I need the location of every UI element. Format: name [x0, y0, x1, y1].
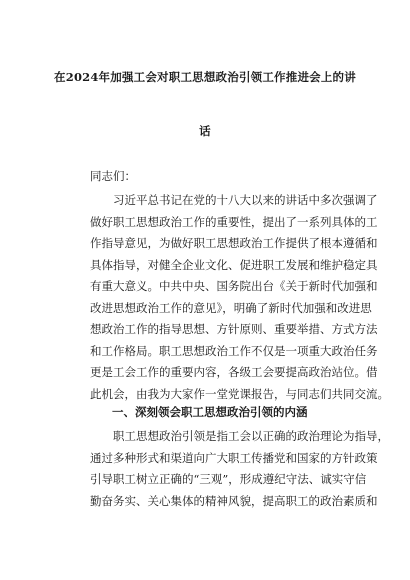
paragraph-1-line: 想政治工作的指导思想、方针原则、重要举措、方式方法 [90, 322, 378, 336]
paragraph-1 [90, 190, 389, 405]
paragraph-1-line: 此机会，由我为大家作一堂党课报告，与同志们共同交流。 [90, 386, 389, 401]
section-heading-1: 一、深刻领会职工思想政治引领的内涵 [112, 405, 308, 419]
paragraph-2-line: 引导职工树立正确的“三观”，形成遵纪守法、诚实守信 [90, 472, 367, 486]
paragraph-1-line: 具体指导，对健全企业文化、促进职工发展和维护稳定具 [90, 257, 378, 272]
paragraph-1-line: 做好职工思想政治工作的重要性，提出了一系列具体的工 [90, 214, 378, 229]
document-title-line-2: 话 [199, 124, 211, 138]
salutation: 同志们： [90, 169, 136, 183]
paragraph-1-line: 和工作格局。职工思想政治工作不仅是一项重大政治任务 [90, 343, 378, 358]
paragraph-1-line: 有重大意义。中共中央、国务院出台《关于新时代加强和 [90, 279, 378, 293]
paragraph-2-line: 通过多种形式和渠道向广大职工传播党和国家的方针政策 [90, 450, 378, 465]
paragraph-1-line: 更是工会工作的重要内容，各级工会要提高政治站位。借 [90, 365, 378, 379]
paragraph-2-line: 职工思想政治引领是指工会以正确的政治理论为指导， [90, 429, 389, 443]
paragraph-2 [90, 426, 389, 512]
document-title-line-1: 在2024年加强工会对职工思想政治引领工作推进会上的讲 [54, 70, 356, 84]
paragraph-1-line: 习近平总书记在党的十八大以来的讲话中多次强调了 [90, 193, 378, 207]
paragraph-1-line: 改进思想政治工作的意见》，明确了新时代加强和改进思 [90, 300, 372, 315]
paragraph-1-line: 作指导意见，为做好职工思想政治工作提供了根本遵循和 [90, 236, 378, 250]
paragraph-2-line: 勤奋务实、关心集体的精神风貌，提高职工的政治素质和 [90, 493, 378, 508]
